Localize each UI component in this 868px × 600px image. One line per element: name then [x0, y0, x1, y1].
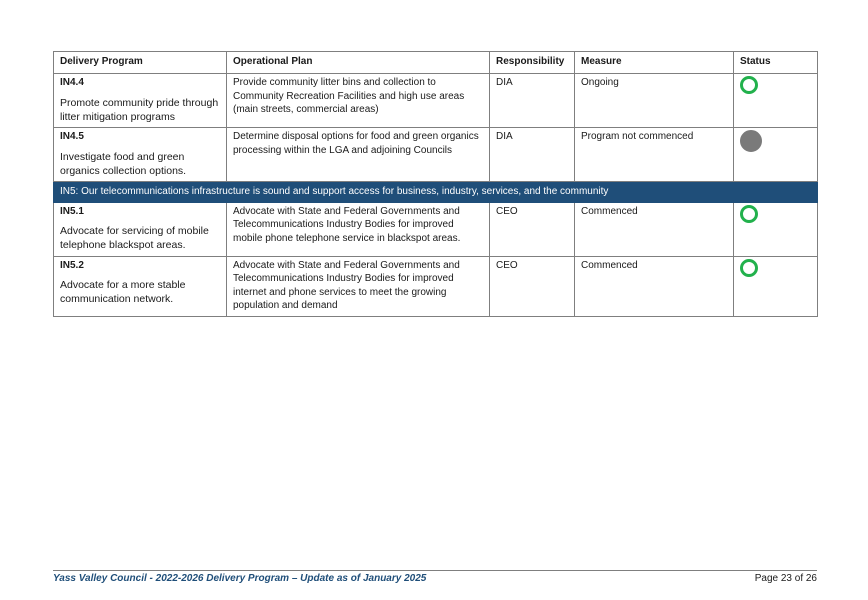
delivery-program-cell [54, 128, 227, 182]
footer-document-title: Yass Valley Council - 2022-2026 Delivery Program – Update as of January 2025 [53, 573, 427, 584]
status-open-green-circle-icon [740, 259, 758, 277]
table-row [54, 128, 818, 182]
delivery-program-table [53, 51, 818, 317]
responsibility-cell: CEO [490, 256, 575, 316]
responsibility-cell: DIA [490, 74, 575, 128]
header-status: Status [734, 52, 818, 74]
header-measure: Measure [575, 52, 734, 74]
header-delivery-program: Delivery Program [54, 52, 227, 74]
delivery-program-cell [54, 256, 227, 316]
measure-cell: Commenced [575, 256, 734, 316]
status-cell [734, 74, 818, 128]
status-cell [734, 256, 818, 316]
responsibility-cell: DIA [490, 128, 575, 182]
operational-plan-cell: Advocate with State and Federal Governments and Telecommunications Industry Bodies for improved mobile phone telephone service in blackspot areas. [227, 202, 490, 256]
status-open-green-circle-icon [740, 205, 758, 223]
responsibility-cell: CEO [490, 202, 575, 256]
program-description: Promote community pride through litter mitigation programs [60, 96, 219, 123]
program-description: Advocate for servicing of mobile telephone blackspot areas. [60, 225, 209, 251]
measure-cell: Commenced [575, 202, 734, 256]
program-code: IN5.2 [60, 259, 84, 271]
delivery-program-cell [54, 74, 227, 128]
header-responsibility: Responsibility [490, 52, 575, 74]
operational-plan-cell: Provide community litter bins and collection to Community Recreation Facilities and high use areas (main streets, commercial areas) [227, 74, 490, 128]
program-code: IN4.5 [60, 131, 84, 142]
section-heading: IN5: Our telecommunications infrastructure is sound and support access for business, industry, services, and the community [54, 182, 818, 203]
operational-plan-cell: Advocate with State and Federal Governments and Telecommunications Industry Bodies for improved internet and phone services to meet the growing population and demand [227, 256, 490, 316]
delivery-program-cell [54, 202, 227, 256]
operational-plan-cell: Determine disposal options for food and green organics processing within the LGA and adjoining Councils [227, 128, 490, 182]
footer-divider [53, 570, 817, 571]
footer-page-number: Page 23 of 26 [754, 573, 817, 584]
section-row [54, 182, 818, 203]
status-cell [734, 128, 818, 182]
table-row [54, 202, 818, 256]
program-code: IN5.1 [60, 205, 84, 217]
program-description: Investigate food and green organics collection options. [60, 150, 187, 177]
measure-cell: Ongoing [575, 74, 734, 128]
table-row [54, 74, 818, 128]
measure-cell: Program not commenced [575, 128, 734, 182]
program-description: Advocate for a more stable communication network. [60, 279, 186, 305]
table-row [54, 256, 818, 316]
program-code: IN4.4 [60, 77, 84, 88]
status-cell [734, 202, 818, 256]
status-open-green-circle-icon [740, 76, 758, 94]
status-filled-grey-circle-icon [740, 130, 762, 152]
table-header-row [54, 52, 818, 74]
header-operational-plan: Operational Plan [227, 52, 490, 74]
